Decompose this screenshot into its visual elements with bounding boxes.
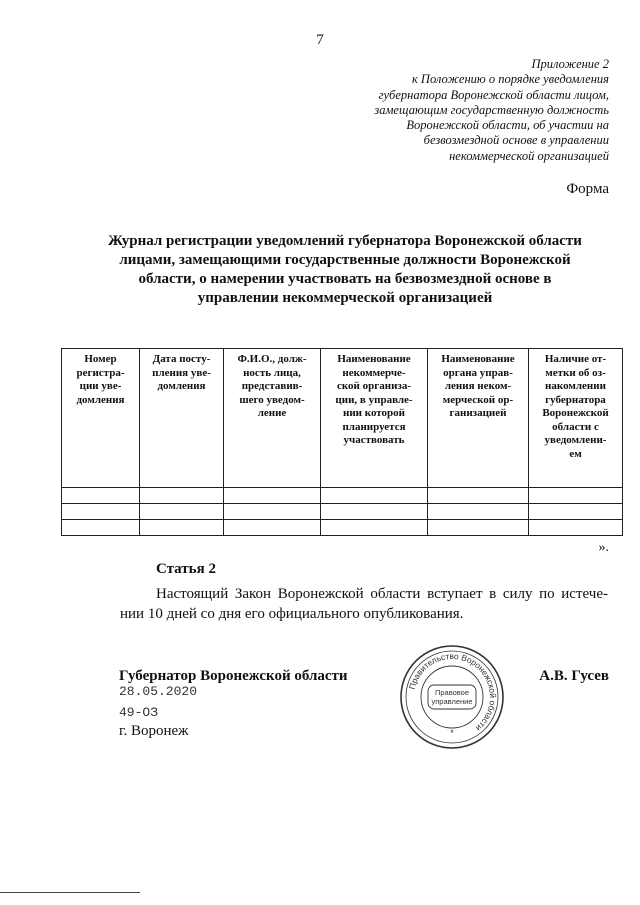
table-cell (428, 520, 529, 536)
appendix-line: губернатора Воронежской области лицом, (378, 87, 609, 102)
table-cell (321, 488, 428, 504)
table-cell (62, 504, 140, 520)
column-header (224, 349, 321, 488)
article-body-line: Настоящий Закон Воронежской области вступает в силу по истече- (156, 586, 608, 602)
article-body-line: нии 10 дней со дня его официального опубликования. (120, 606, 464, 622)
journal-title-line: Журнал регистрации уведомлений губернатора Воронежской области (108, 233, 582, 249)
column-header-text: Наименование органа управ- ления неком- мерческой ор- ганизацией (441, 353, 515, 419)
journal-table (61, 348, 623, 536)
table-cell (140, 504, 224, 520)
column-header (529, 349, 623, 488)
column-header-text: Наличие от- метки об оз- накомлении губернатора Воронежской области с уведомлени- ем (542, 353, 609, 460)
appendix-line: некоммерческой организацией (449, 148, 609, 163)
column-header (140, 349, 224, 488)
column-header-text: Ф.И.О., долж- ность лица, представив- шего уведом- ление (237, 353, 307, 419)
seal-inner-line2: управление (431, 697, 473, 706)
closing-quote: ». (598, 540, 609, 555)
table-cell (428, 488, 529, 504)
journal-title-line: управлении некоммерческой организацией (197, 290, 493, 306)
table-cell (62, 488, 140, 504)
journal-title (100, 232, 590, 308)
journal-title-line: лицами, замещающими государственные должности Воронежской (119, 252, 571, 268)
table-cell (140, 520, 224, 536)
table-row (62, 520, 623, 536)
table-cell (529, 520, 623, 536)
column-header-text: Номер регистра- ции уве- домления (76, 353, 125, 406)
column-header (62, 349, 140, 488)
table-cell (321, 520, 428, 536)
law-number: 49-ОЗ (119, 705, 159, 720)
table-cell (529, 504, 623, 520)
signatory-position: Губернатор Воронежской области (119, 668, 348, 684)
table-row (62, 488, 623, 504)
table-cell (529, 488, 623, 504)
article-body (120, 584, 608, 624)
footer-divider (0, 892, 140, 893)
column-header-text: Наименование некоммерче- ской организа- ции, в управле- нии которой планируется участвовать (335, 353, 413, 446)
official-seal-stamp (399, 644, 505, 750)
column-header-text: Дата посту- пления уве- домления (152, 353, 211, 392)
table-row (62, 504, 623, 520)
appendix-line: к Положению о порядке уведомления (411, 72, 609, 87)
signatory-name: А.В. Гусев (539, 668, 609, 684)
seal-star-icon: * (450, 728, 454, 738)
law-date: 28.05.2020 (119, 684, 198, 699)
table-cell (140, 488, 224, 504)
signing-city: г. Воронеж (119, 723, 189, 739)
table-cell (62, 520, 140, 536)
seal-outer-text: Правительство Воронежской области (406, 650, 499, 734)
page-number: 7 (316, 32, 324, 48)
table-header-row (62, 349, 623, 488)
column-header (428, 349, 529, 488)
article-heading: Статья 2 (156, 561, 216, 577)
appendix-note (309, 57, 609, 164)
table-cell (428, 504, 529, 520)
column-header (321, 349, 428, 488)
table-cell (224, 504, 321, 520)
appendix-line: замещающим государственную должность (374, 102, 609, 117)
journal-title-line: области, о намерении участвовать на безвозмездной основе в (138, 271, 552, 287)
appendix-line: Воронежской области, об участии на (406, 118, 609, 133)
appendix-line: Приложение 2 (531, 57, 609, 71)
table-cell (224, 488, 321, 504)
table-cell (321, 504, 428, 520)
seal-inner-line1: Правовое (434, 688, 470, 697)
form-label: Форма (566, 181, 609, 197)
table-cell (224, 520, 321, 536)
appendix-line: безвозмездной основе в управлении (423, 133, 609, 148)
